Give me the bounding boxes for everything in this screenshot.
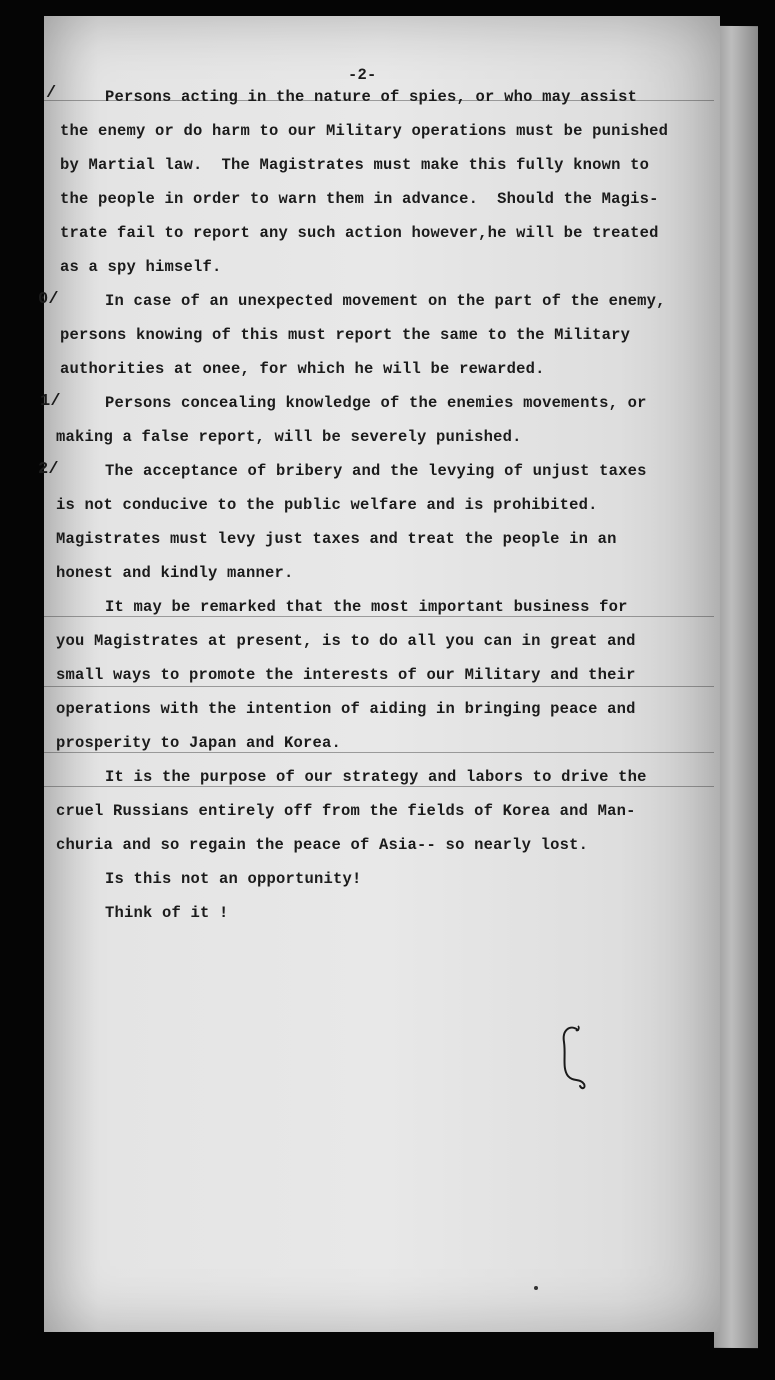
text-line: the enemy or do harm to our Military operations must be punished: [60, 122, 669, 140]
text-line: honest and kindly manner.: [56, 564, 294, 582]
text-line: It may be remarked that the most important business for: [105, 598, 628, 616]
text-line: authorities at onee, for which he will be rewarded.: [60, 360, 545, 378]
paragraph-marker: 2/: [38, 460, 59, 479]
paragraph-marker: 1/: [40, 392, 61, 411]
text-line: cruel Russians entirely off from the fields of Korea and Man-: [56, 802, 636, 820]
text-line: trate fail to report any such action however,he will be treated: [60, 224, 659, 242]
text-line: prosperity to Japan and Korea.: [56, 734, 342, 752]
text-line: persons knowing of this must report the same to the Military: [60, 326, 631, 344]
ruled-line: [44, 686, 714, 687]
text-line: by Martial law. The Magistrates must make this fully known to: [60, 156, 650, 174]
text-line: In case of an unexpected movement on the part of the enemy,: [105, 292, 666, 310]
paragraph-marker: 0/: [38, 290, 59, 309]
ruled-line: [44, 616, 714, 617]
text-line: you Magistrates at present, is to do all you can in great and: [56, 632, 636, 650]
text-line: churia and so regain the peace of Asia-- so nearly lost.: [56, 836, 589, 854]
text-line: small ways to promote the interests of our Military and their: [56, 666, 636, 684]
text-line: operations with the intention of aiding in bringing peace and: [56, 700, 636, 718]
ink-mark: [534, 1286, 538, 1290]
ruled-line: [44, 786, 714, 787]
text-line: Think of it !: [105, 904, 229, 922]
paragraph-marker: /: [46, 84, 57, 103]
text-line: is not conducive to the public welfare and is prohibited.: [56, 496, 598, 514]
text-line: It is the purpose of our strategy and labors to drive the: [105, 768, 647, 786]
text-line: making a false report, will be severely punished.: [56, 428, 522, 446]
handwritten-signature: [540, 1022, 600, 1092]
page-number: -2-: [348, 66, 377, 84]
ruled-line: [44, 752, 714, 753]
text-line: as a spy himself.: [60, 258, 222, 276]
text-line: Is this not an opportunity!: [105, 870, 362, 888]
text-line: The acceptance of bribery and the levying of unjust taxes: [105, 462, 647, 480]
text-line: Magistrates must levy just taxes and treat the people in an: [56, 530, 617, 548]
text-line: Persons concealing knowledge of the enemies movements, or: [105, 394, 647, 412]
text-line: Persons acting in the nature of spies, or who may assist: [105, 88, 638, 106]
text-line: the people in order to warn them in advance. Should the Magis-: [60, 190, 659, 208]
